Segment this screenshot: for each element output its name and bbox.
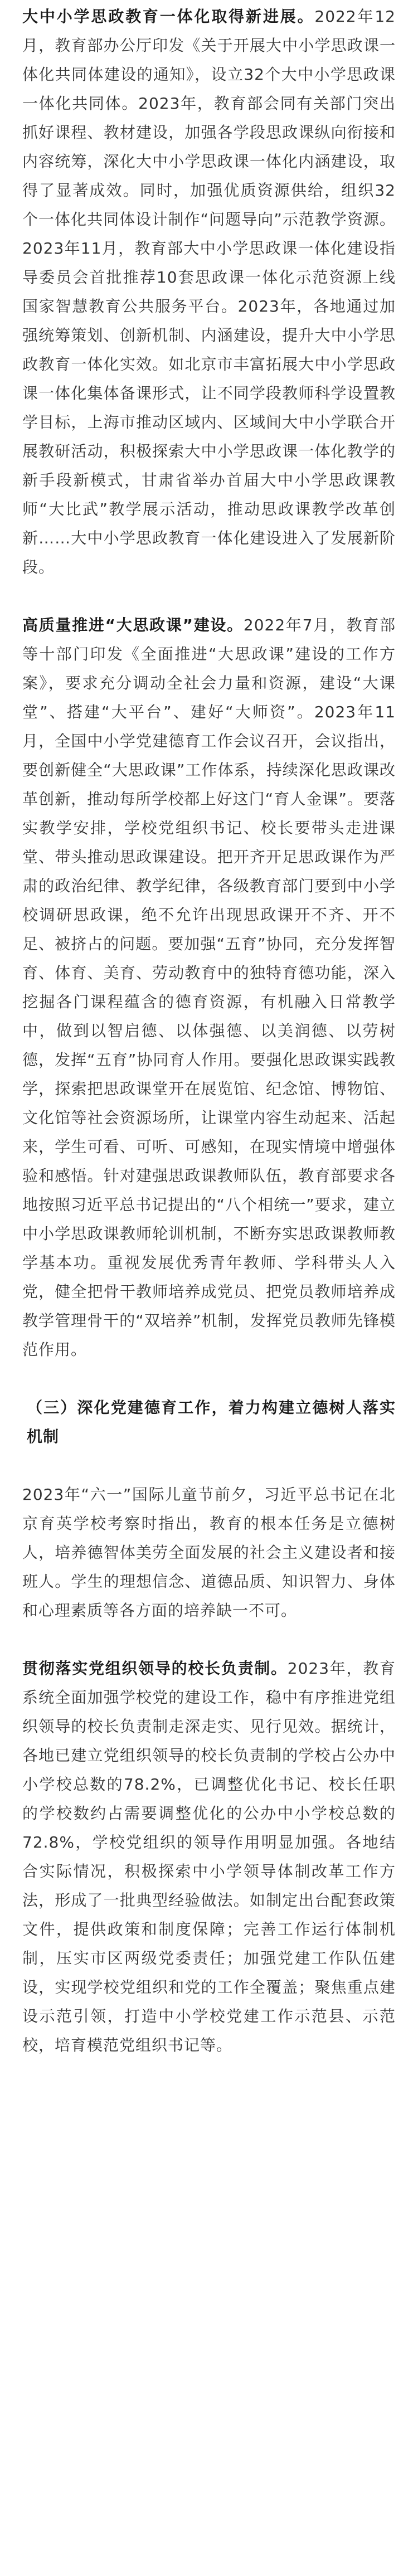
paragraph-childrens-day: 2023年“六一”国际儿童节前夕，习近平总书记在北京育英学校考察时指出，教育的根本任务是立德树人，培养德智体美劳全面发展的社会主义建设者和接班人。学生的理想信念、道德品质、知识智力、身体和心理素质等各方面的培养缺一不可。 [22, 1485, 396, 1620]
paragraph-text: 2022年7月，教育部等十部门印发《全面推进“大思政课”建设的工作方案》，要求充分调动全社会力量和资源，建设“大课堂”、搭建“大平台”、建好“大师资”。2023年11月，全国中小学党建德育工作会议召开，会议指出，要创新健全“大思政课”工作体系，持续深化思政课改革创新，推动每所学校都上好这门“育人金课”。要落实教学安排，学校党组织书记、校长要带头走进课堂、带头推动思政课建设。把开齐开足思政课作为严肃的政治纪律、教学纪律，各级教育部门要到中小学校调研思政课，绝不允许出现思政课开不齐、开不足、被挤占的问题。要加强“五育”协同，充分发挥智育、体育、美育、劳动教育中的独特育德功能，深入挖掘各门课程蕴含的德育资源，有机融入日常教学中，做到以智启德、以体强德、以美润德、以劳树德，发挥“五育”协同育人作用。要强化思政课实践教学，探索把思政课堂开在展览馆、纪念馆、博物馆、文化馆等社会资源场所，让课堂内容生动起来、活起来，学生可看、可听、可感知，在现实情境中增强体验和感悟。针对建强思政课教师队伍，教育部要求各地按照习近平总书记提出的“八个相统一”要求，建立中小学思政课教师轮训机制，不断夯实思政课教师教学基本功。重视发展优秀青年教师、学科带头人入党，健全把骨干教师培养成党员、把党员教师培养成教学管理骨干的“双培养”机制，发挥党员教师先锋模范作用。 [22, 616, 396, 1359]
paragraph-text: 2023年，教育系统全面加强学校党的建设工作，稳中有序推进党组织领导的校长负责制走深走实、见行见效。据统计，各地已建立党组织领导的校长负责制的学校占公办中小学校总数的78.2%，已调整优化书记、校长任职的学校数约占需要调整优化的公办中小学校总数的72.8%，学校党组织的领导作用明显加强。各地结合实际情况，积极探索中小学领导体制改革工作方法，形成了一批典型经验做法。如制定出台配套政策文件，提供政策和制度保障；完善工作运行体制机制，压实市区两级党委责任；加强党建工作队伍建设，实现学校党组织和党的工作全覆盖；聚焦重点建设示范引领，打造中小学校党建工作示范县、示范校，培育模范党组织书记等。 [22, 1659, 396, 2054]
paragraph-lead: 高质量推进“大思政课”建设。 [22, 616, 244, 634]
paragraph-integration [22, 2, 396, 582]
paragraph-principal-responsibility [22, 1654, 396, 2060]
paragraph-lead: 大中小学思政教育一体化取得新进展。 [22, 7, 315, 26]
paragraph-lead: 贯彻落实党组织领导的校长负责制。 [22, 1659, 288, 1678]
paragraph-big-ideological-course [22, 611, 396, 1364]
paragraph-text: 2022年12月，教育部办公厅印发《关于开展大中小学思政课一体化共同体建设的通知》，设立32个大中小学思政课一体化共同体。2023年，教育部会同有关部门突出抓好课程、教材建设，加强各学段思政课纵向衔接和内容统筹，深化大中小学思政课一体化内涵建设，取得了显著成效。同时，加强优质资源供给，组织32个一体化共同体设计制作“问题导向”示范教学资源。2023年11月，教育部大中小学思政课一体化建设指导委员会首批推荐10套思政课一体化示范资源上线国家智慧教育公共服务平台。2023年，各地通过加强统筹策划、创新机制、内涵建设，提升大中小学思政教育一体化实效。如北京市丰富拓展大中小学思政课一体化集体备课形式，让不同学段教师科学设置教学目标，上海市推动区域内、区域间大中小学联合开展教研活动，积极探索大中小学思政课一体化教学的新手段新模式，甘肃省举办首届大中小学思政课教师“大比武”教学展示活动，推动思政课教学改革创新……大中小学思政教育一体化建设进入了发展新阶段。 [22, 7, 396, 576]
section-heading: （三）深化党建德育工作，着力构建立德树人落实机制 [27, 1398, 396, 1446]
